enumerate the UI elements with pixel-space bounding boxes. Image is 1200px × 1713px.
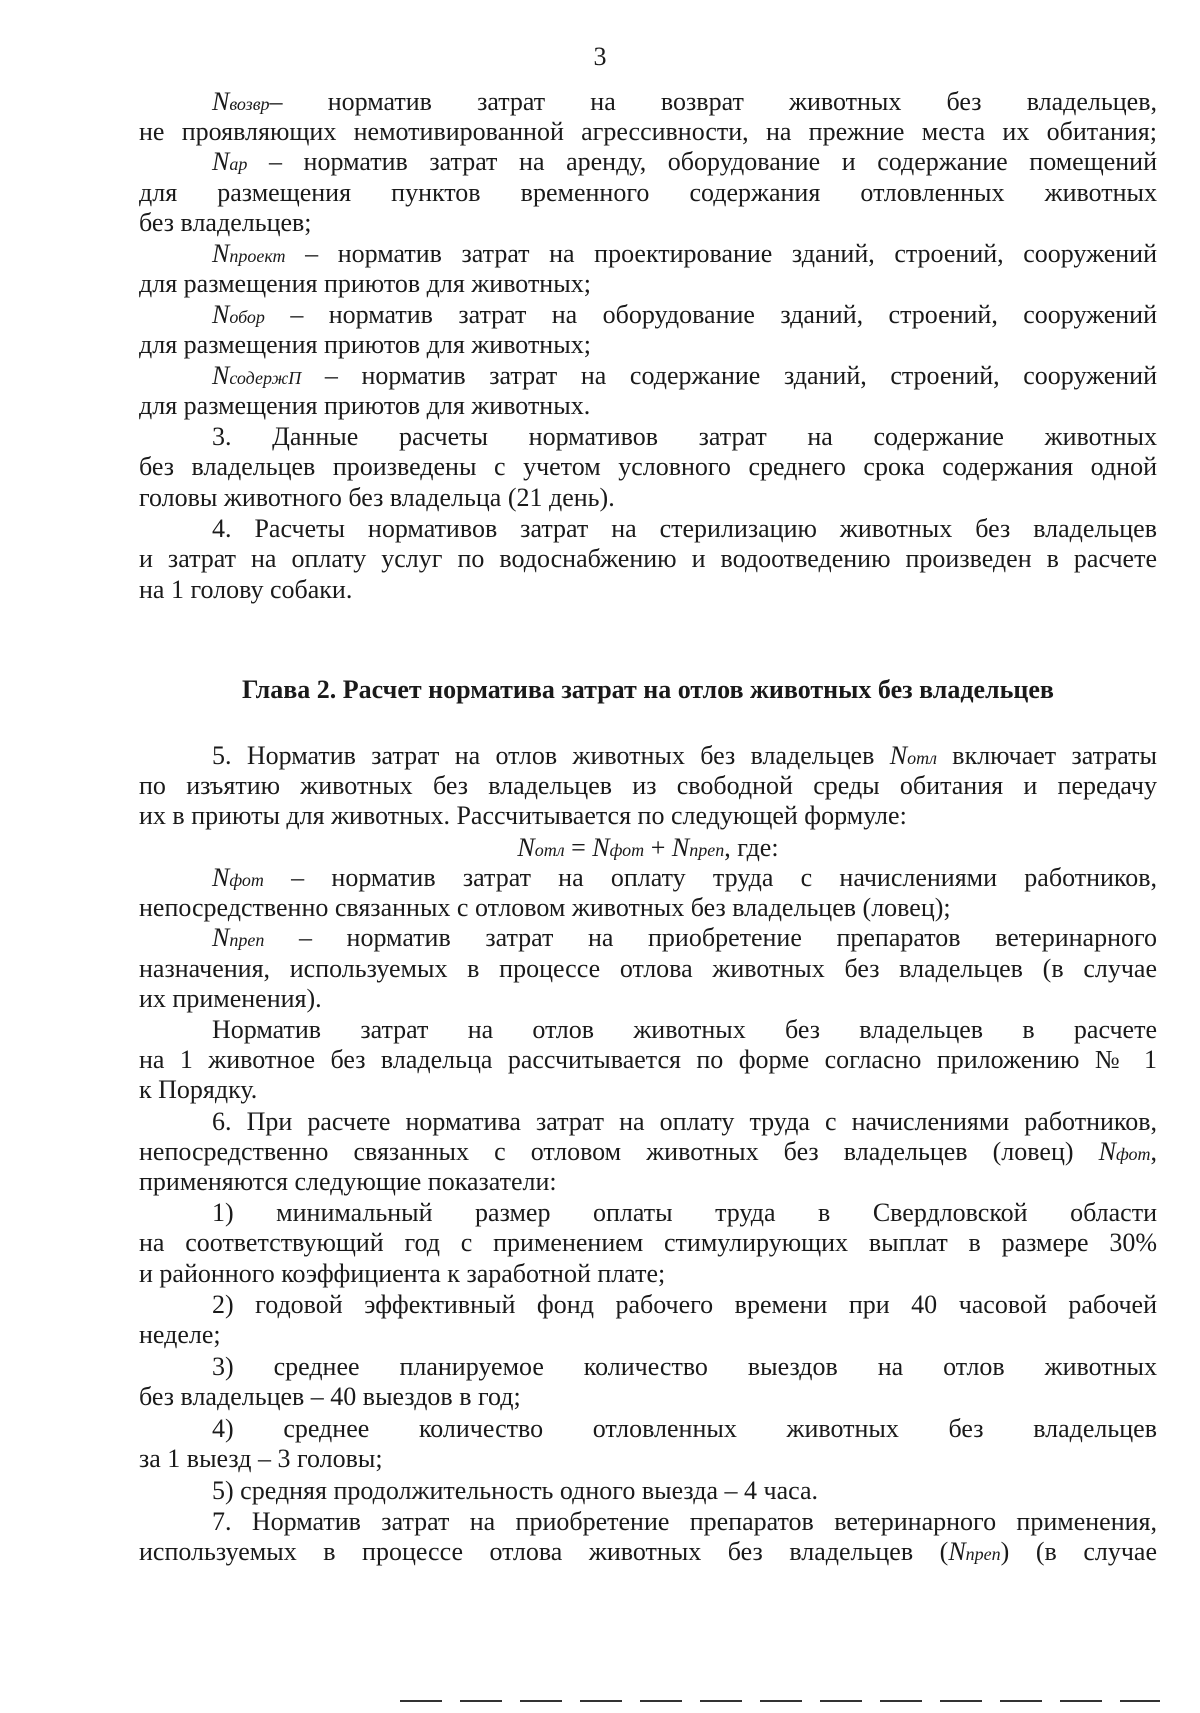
paragraph-line: без владельцев – 40 выездов в год; [139, 1382, 521, 1411]
symbol-n-prep: Nпреп [212, 923, 265, 952]
symbol-n-vozvr: Nвозвр [212, 87, 270, 116]
symbol-n-fot: Nфот [212, 863, 264, 892]
symbol-n-ar: Nар [212, 147, 248, 176]
paragraph-line: их в приюты для животных. Рассчитывается по следующей формуле: [139, 801, 907, 830]
paragraph-line: неделе; [139, 1320, 221, 1349]
paragraph-line: без владельцев; [139, 208, 312, 237]
symbol-n-prep: Nпреп [948, 1537, 1001, 1566]
paragraph-line: для размещения приютов для животных; [139, 330, 591, 359]
paragraph-line: на соответствующий год с применением стимулирующих выплат в размере 30% [139, 1228, 1157, 1257]
paragraph-line: и затрат на оплату услуг по водоснабжению и водоотведению произведен в расчете [139, 544, 1157, 573]
paragraph-line: Nобор – норматив затрат на оборудование зданий, строений, сооружений [212, 300, 1157, 329]
paragraph-line: по изъятию животных без владельцев из свободной среды обитания и передачу [139, 771, 1157, 800]
paragraph-line: Nпроект – норматив затрат на проектирование зданий, строений, сооружений [212, 239, 1157, 268]
list-item: 3) среднее планируемое количество выездов на отлов животных [212, 1352, 1157, 1381]
list-item: 5) средняя продолжительность одного выезда – 4 часа. [212, 1476, 819, 1505]
paragraph-line: 7. Норматив затрат на приобретение препаратов ветеринарного применения, [212, 1507, 1157, 1536]
paragraph-line: Nфот – норматив затрат на оплату труда с начислениями работников, [212, 863, 1158, 892]
paragraph-line: 4. Расчеты нормативов затрат на стерилизацию животных без владельцев [212, 514, 1157, 543]
symbol-n-soderzh: NсодержП [212, 361, 302, 390]
symbol-n-obor: Nобор [212, 300, 265, 329]
paragraph-line: и районного коэффициента к заработной плате; [139, 1259, 666, 1288]
paragraph-line: за 1 выезд – 3 головы; [139, 1444, 383, 1473]
paragraph-line: 6. При расчете норматива затрат на оплату труда с начислениями работников, [212, 1107, 1157, 1136]
paragraph-line: Nвозвр– норматив затрат на возврат животных без владельцев, [212, 87, 1157, 116]
paragraph-line: используемых в процессе отлова животных без владельцев (Nпреп) (в случае [139, 1537, 1157, 1566]
symbol-n-fot: Nфот [1098, 1137, 1151, 1166]
paragraph-line: на 1 голову собаки. [139, 575, 353, 604]
list-item: 2) годовой эффективный фонд рабочего времени при 40 часовой рабочей [212, 1290, 1157, 1319]
page-number: 3 [593, 42, 607, 71]
paragraph-line: к Порядку. [139, 1075, 258, 1104]
list-item: 1) минимальный размер оплаты труда в Свердловской области [212, 1198, 1157, 1227]
paragraph-line: NсодержП – норматив затрат на содержание зданий, строений, сооружений [212, 361, 1157, 390]
symbol-n-proekt: Nпроект [212, 239, 286, 268]
paragraph-line: Nар – норматив затрат на аренду, оборудование и содержание помещений [212, 147, 1158, 176]
footer-dashed-line [400, 1700, 1160, 1702]
paragraph-line: для размещения пунктов временного содержания отловленных животных [139, 178, 1157, 207]
paragraph-line: непосредственно связанных с отловом животных без владельцев (ловец) Nфот, [139, 1137, 1157, 1166]
list-item: 4) среднее количество отловленных животных без владельцев [212, 1414, 1157, 1443]
symbol-n-otl: Nотл [889, 741, 937, 770]
paragraph-line: головы животного без владельца (21 день). [139, 483, 615, 512]
paragraph-line: непосредственно связанных с отловом животных без владельцев (ловец); [139, 893, 951, 922]
paragraph-line: применяются следующие показатели: [139, 1167, 557, 1196]
paragraph-line: их применения). [139, 984, 322, 1013]
paragraph-line: для размещения приютов для животных. [139, 391, 591, 420]
paragraph-line: Nпреп – норматив затрат на приобретение препаратов ветеринарного [212, 923, 1157, 952]
formula: Nотл = Nфот + Nпреп, где: [517, 833, 779, 862]
paragraph-line: 3. Данные расчеты нормативов затрат на содержание животных [212, 422, 1157, 451]
chapter-heading: Глава 2. Расчет норматива затрат на отлов животных без владельцев [242, 675, 1054, 704]
paragraph-line: не проявляющих немотивированной агрессивности, на прежние места их обитания; [139, 117, 1157, 146]
paragraph-line: 5. Норматив затрат на отлов животных без владельцев Nотл включает затраты [212, 741, 1158, 770]
paragraph-line: для размещения приютов для животных; [139, 269, 591, 298]
paragraph-line: на 1 животное без владельца рассчитывается по форме согласно приложению № 1 [139, 1045, 1157, 1074]
paragraph-line: Норматив затрат на отлов животных без владельцев в расчете [212, 1015, 1157, 1044]
paragraph-line: назначения, используемых в процессе отлова животных без владельцев (в случае [139, 954, 1157, 983]
paragraph-line: без владельцев произведены с учетом условного среднего срока содержания одной [139, 452, 1157, 481]
